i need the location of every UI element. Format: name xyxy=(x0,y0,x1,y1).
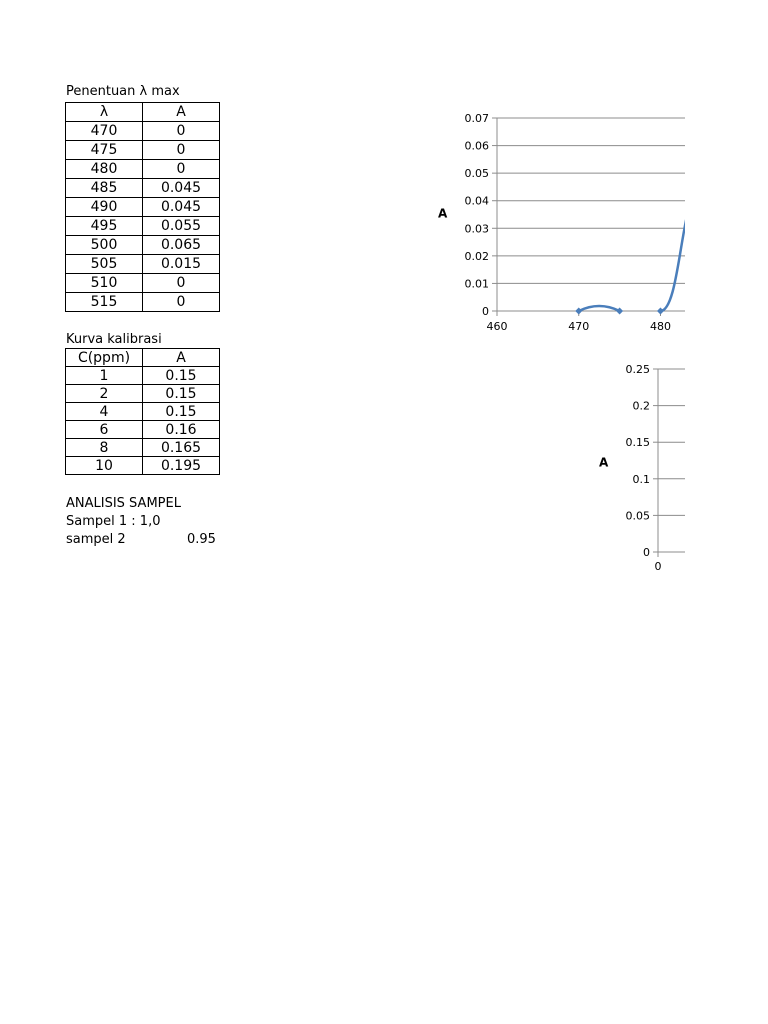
y-tick-label: 0.06 xyxy=(464,139,489,153)
calibration-table-cell: 0.165 xyxy=(143,439,220,457)
sample1-text: Sampel 1 : 1,0 xyxy=(66,514,161,529)
lambda-table-header-cell: λ xyxy=(66,103,143,122)
y-axis-label: A xyxy=(599,455,609,470)
lambda-table-cell: 485 xyxy=(66,179,143,198)
calibration-table-cell: 0.15 xyxy=(143,367,220,385)
y-tick-label: 0 xyxy=(482,305,489,318)
lambda-table-row xyxy=(66,141,220,160)
calibration-table-cell: 0.15 xyxy=(143,403,220,421)
lambda-table-cell: 510 xyxy=(66,274,143,293)
calibration-table-cell: 0.195 xyxy=(143,457,220,475)
calibration-table-cell: 0.16 xyxy=(143,421,220,439)
calibration-table-header-cell: C(ppm) xyxy=(66,349,143,367)
y-tick-label: 0.07 xyxy=(464,112,489,125)
sample2-label: sampel 2 xyxy=(66,532,126,547)
lambda-table-row xyxy=(66,198,220,217)
calibration-table-row xyxy=(66,421,220,439)
x-tick-label: 460 xyxy=(486,320,508,333)
data-point-marker xyxy=(657,308,664,315)
lambda-table-row xyxy=(66,160,220,179)
y-tick-label: 0.03 xyxy=(464,222,489,236)
lambda-table-cell: 480 xyxy=(66,160,143,179)
calibration-table-row xyxy=(66,457,220,475)
lambda-table-row xyxy=(66,274,220,293)
lambda-table-cell: 500 xyxy=(66,236,143,255)
x-tick-label: 0 xyxy=(654,560,662,573)
lambda-table xyxy=(65,102,220,312)
x-tick-label: 480 xyxy=(649,320,671,333)
analysis-title: ANALISIS SAMPEL xyxy=(66,496,181,511)
y-tick-label: 0.04 xyxy=(464,194,489,208)
calibration-table-header-row xyxy=(66,349,220,367)
y-tick-label: 0.15 xyxy=(625,436,650,450)
lambda-table-header-row xyxy=(66,103,220,122)
lambda-table-row xyxy=(66,293,220,312)
lambda-table-row xyxy=(66,255,220,274)
calibration-table-cell: 10 xyxy=(66,457,143,475)
y-tick-label: 0.05 xyxy=(464,167,489,181)
lambda-table-row xyxy=(66,236,220,255)
calibration-table-row xyxy=(66,403,220,421)
lambda-table-row xyxy=(66,122,220,141)
lambda-table-cell: 0.045 xyxy=(143,198,220,217)
sample2-value: 0.95 xyxy=(187,532,216,547)
lambda-table-cell: 0 xyxy=(143,122,220,141)
section1-title: Penentuan λ max xyxy=(66,84,180,99)
lambda-table-row xyxy=(66,217,220,236)
lambda-table-cell: 0 xyxy=(143,274,220,293)
y-tick-label: 0.01 xyxy=(464,277,489,291)
lambda-table-cell: 0.045 xyxy=(143,179,220,198)
y-tick-label: 0.05 xyxy=(625,509,650,523)
calibration-table-header-cell: A xyxy=(143,349,220,367)
lambda-table-cell: 475 xyxy=(66,141,143,160)
lambda-table-cell: 0 xyxy=(143,293,220,312)
y-tick-label: 0.25 xyxy=(625,363,650,376)
y-tick-label: 0.1 xyxy=(632,472,650,486)
calibration-chart xyxy=(590,355,685,580)
lambda-table-cell: 0 xyxy=(143,160,220,179)
calibration-table-cell: 2 xyxy=(66,385,143,403)
series-line xyxy=(579,132,685,311)
lambda-table-cell: 490 xyxy=(66,198,143,217)
calibration-table-row xyxy=(66,367,220,385)
calibration-table-cell: 4 xyxy=(66,403,143,421)
calibration-table-cell: 8 xyxy=(66,439,143,457)
y-tick-label: 0.2 xyxy=(632,399,650,413)
y-tick-label: 0.02 xyxy=(464,249,489,263)
calibration-table-cell: 0.15 xyxy=(143,385,220,403)
calibration-table xyxy=(65,348,220,475)
lambda-table-cell: 0 xyxy=(143,141,220,160)
section2-title: Kurva kalibrasi xyxy=(66,332,162,347)
x-tick-label: 470 xyxy=(568,320,590,333)
lambda-table-header-cell: A xyxy=(143,103,220,122)
lambda-table-row xyxy=(66,179,220,198)
y-tick-label: 0 xyxy=(643,546,650,559)
calibration-table-cell: 6 xyxy=(66,421,143,439)
lambda-table-cell: 0.065 xyxy=(143,236,220,255)
lambda-max-chart xyxy=(420,100,685,345)
lambda-table-cell: 470 xyxy=(66,122,143,141)
y-axis-label: A xyxy=(438,206,448,221)
calibration-table-row xyxy=(66,439,220,457)
lambda-table-cell: 0.055 xyxy=(143,217,220,236)
calibration-table-row xyxy=(66,385,220,403)
lambda-table-cell: 505 xyxy=(66,255,143,274)
lambda-table-cell: 0.015 xyxy=(143,255,220,274)
calibration-table-cell: 1 xyxy=(66,367,143,385)
lambda-table-cell: 495 xyxy=(66,217,143,236)
lambda-table-cell: 515 xyxy=(66,293,143,312)
